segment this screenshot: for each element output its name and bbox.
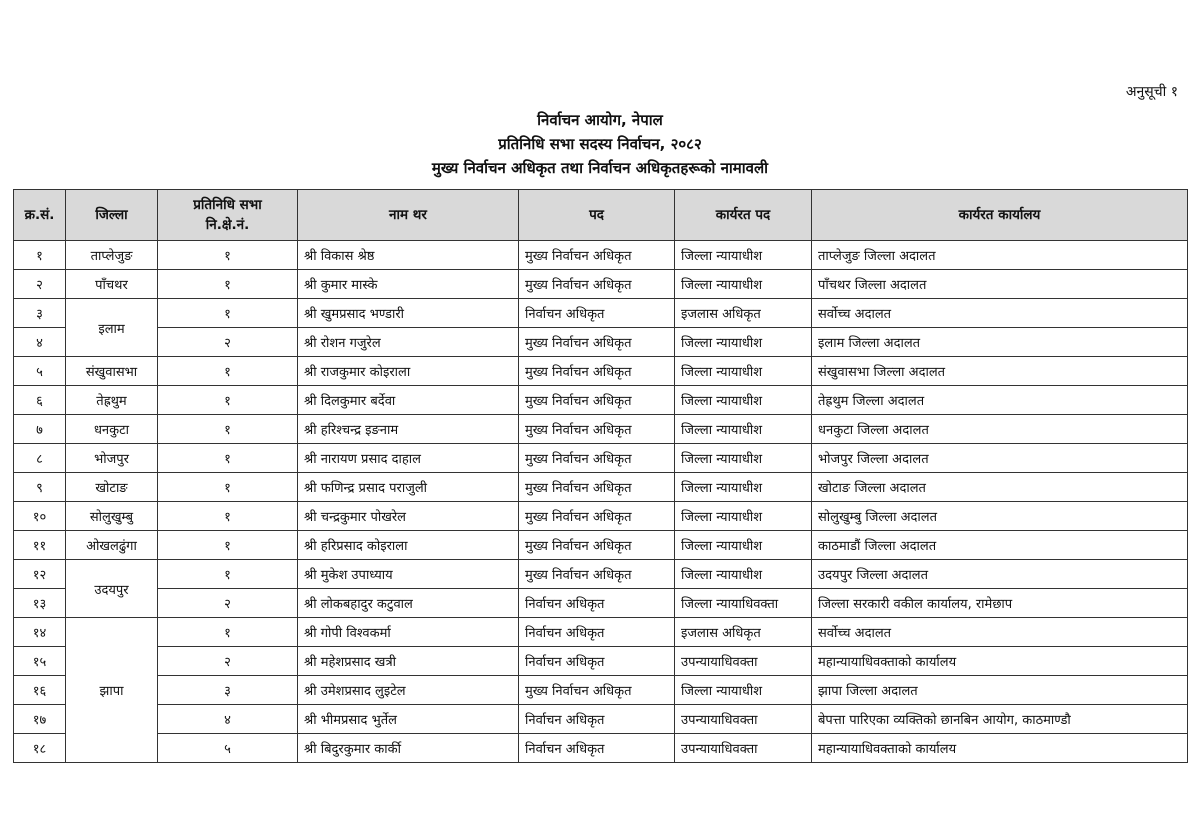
cell-name: श्री दिलकुमार बर्देवा — [298, 386, 519, 415]
table-row — [14, 502, 1188, 531]
table-row — [14, 357, 1188, 386]
cell-current-post: जिल्ला न्यायाधीश — [675, 473, 812, 502]
cell-district: सोलुखुम्बु — [66, 502, 158, 531]
header-current-office: कार्यरत कार्यालय — [812, 190, 1188, 241]
cell-current-office: उदयपुर जिल्ला अदालत — [812, 560, 1188, 589]
cell-current-post: जिल्ला न्यायाधीश — [675, 270, 812, 299]
cell-constituency: १ — [158, 502, 298, 531]
cell-current-post: उपन्यायाधिवक्ता — [675, 705, 812, 734]
cell-sn: १६ — [14, 676, 66, 705]
cell-sn: ९ — [14, 473, 66, 502]
title-list: मुख्य निर्वाचन अधिकृत तथा निर्वाचन अधिकृतहरूको नामावली — [431, 159, 769, 177]
table-row — [14, 705, 1188, 734]
cell-current-office: सोलुखुम्बु जिल्ला अदालत — [812, 502, 1188, 531]
table-row — [14, 734, 1188, 763]
cell-sn: ६ — [14, 386, 66, 415]
cell-district: धनकुटा — [66, 415, 158, 444]
cell-post: निर्वाचन अधिकृत — [519, 647, 675, 676]
cell-name: श्री राजकुमार कोइराला — [298, 357, 519, 386]
cell-district: इलाम — [66, 299, 158, 357]
table-row — [14, 560, 1188, 589]
cell-constituency: १ — [158, 473, 298, 502]
cell-current-office: पाँचथर जिल्ला अदालत — [812, 270, 1188, 299]
title-commission: निर्वाचन आयोग, नेपाल — [537, 111, 663, 129]
cell-name: श्री खुमप्रसाद भण्डारी — [298, 299, 519, 328]
cell-current-office: ताप्लेजुङ जिल्ला अदालत — [812, 241, 1188, 270]
cell-district: भोजपुर — [66, 444, 158, 473]
table-row — [14, 676, 1188, 705]
cell-current-office: झापा जिल्ला अदालत — [812, 676, 1188, 705]
cell-name: श्री विकास श्रेष्ठ — [298, 241, 519, 270]
cell-constituency: २ — [158, 589, 298, 618]
cell-constituency: २ — [158, 328, 298, 357]
cell-name: श्री हरिप्रसाद कोइराला — [298, 531, 519, 560]
cell-current-post: जिल्ला न्यायाधीश — [675, 444, 812, 473]
cell-post: मुख्य निर्वाचन अधिकृत — [519, 328, 675, 357]
cell-post: मुख्य निर्वाचन अधिकृत — [519, 241, 675, 270]
header-district: जिल्ला — [66, 190, 158, 241]
cell-constituency: १ — [158, 357, 298, 386]
cell-current-office: संखुवासभा जिल्ला अदालत — [812, 357, 1188, 386]
cell-current-office: तेह्रथुम जिल्ला अदालत — [812, 386, 1188, 415]
cell-name: श्री नारायण प्रसाद दाहाल — [298, 444, 519, 473]
cell-post: मुख्य निर्वाचन अधिकृत — [519, 270, 675, 299]
table-row — [14, 444, 1188, 473]
cell-post: निर्वाचन अधिकृत — [519, 618, 675, 647]
cell-sn: १५ — [14, 647, 66, 676]
header-post: पद — [519, 190, 675, 241]
cell-constituency: १ — [158, 241, 298, 270]
cell-sn: १७ — [14, 705, 66, 734]
cell-name: श्री महेशप्रसाद खत्री — [298, 647, 519, 676]
cell-name: श्री कुमार मास्के — [298, 270, 519, 299]
cell-name: श्री भीमप्रसाद भुर्तेल — [298, 705, 519, 734]
table-row — [14, 647, 1188, 676]
cell-district: खोटाङ — [66, 473, 158, 502]
cell-sn: ७ — [14, 415, 66, 444]
cell-name: श्री लोकबहादुर कटुवाल — [298, 589, 519, 618]
document-header — [0, 108, 1200, 180]
cell-name: श्री फणिन्द्र प्रसाद पराजुली — [298, 473, 519, 502]
cell-current-office: महान्यायाधिवक्ताको कार्यालय — [812, 734, 1188, 763]
cell-name: श्री रोशन गजुरेल — [298, 328, 519, 357]
cell-district: ताप्लेजुङ — [66, 241, 158, 270]
cell-post: निर्वाचन अधिकृत — [519, 299, 675, 328]
header-sn: क्र.सं. — [14, 190, 66, 241]
cell-constituency: २ — [158, 647, 298, 676]
cell-name: श्री चन्द्रकुमार पोखरेल — [298, 502, 519, 531]
cell-current-office: सर्वोच्च अदालत — [812, 618, 1188, 647]
cell-sn: ३ — [14, 299, 66, 328]
cell-post: मुख्य निर्वाचन अधिकृत — [519, 531, 675, 560]
cell-district: झापा — [66, 618, 158, 763]
cell-post: मुख्य निर्वाचन अधिकृत — [519, 502, 675, 531]
table-header-row — [14, 190, 1188, 241]
table-row — [14, 328, 1188, 357]
cell-constituency: ४ — [158, 705, 298, 734]
table-row — [14, 270, 1188, 299]
cell-constituency: १ — [158, 415, 298, 444]
cell-sn: ११ — [14, 531, 66, 560]
cell-current-post: इजलास अधिकृत — [675, 618, 812, 647]
cell-current-post: जिल्ला न्यायाधीश — [675, 676, 812, 705]
table-row — [14, 241, 1188, 270]
title-election: प्रतिनिधि सभा सदस्य निर्वाचन, २०८२ — [498, 135, 702, 153]
cell-name: श्री मुकेश उपाध्याय — [298, 560, 519, 589]
header-current-post: कार्यरत पद — [675, 190, 812, 241]
cell-post: मुख्य निर्वाचन अधिकृत — [519, 357, 675, 386]
cell-district: तेह्रथुम — [66, 386, 158, 415]
cell-constituency: १ — [158, 618, 298, 647]
cell-current-office: भोजपुर जिल्ला अदालत — [812, 444, 1188, 473]
cell-sn: ५ — [14, 357, 66, 386]
cell-sn: ८ — [14, 444, 66, 473]
table-row — [14, 415, 1188, 444]
cell-district: संखुवासभा — [66, 357, 158, 386]
table-body — [14, 241, 1188, 763]
cell-post: निर्वाचन अधिकृत — [519, 734, 675, 763]
cell-sn: १३ — [14, 589, 66, 618]
cell-post: मुख्य निर्वाचन अधिकृत — [519, 676, 675, 705]
cell-current-post: जिल्ला न्यायाधीश — [675, 386, 812, 415]
table-row — [14, 618, 1188, 647]
annex-label: अनुसूची १ — [1125, 84, 1178, 100]
cell-post: निर्वाचन अधिकृत — [519, 705, 675, 734]
cell-current-post: जिल्ला न्यायाधीश — [675, 357, 812, 386]
cell-constituency: १ — [158, 444, 298, 473]
header-constituency-line2: नि.क्षे.नं. — [205, 217, 250, 233]
cell-district: उदयपुर — [66, 560, 158, 618]
cell-sn: १० — [14, 502, 66, 531]
cell-current-post: इजलास अधिकृत — [675, 299, 812, 328]
cell-sn: २ — [14, 270, 66, 299]
cell-current-post: जिल्ला न्यायाधिवक्ता — [675, 589, 812, 618]
cell-district: पाँचथर — [66, 270, 158, 299]
cell-current-office: इलाम जिल्ला अदालत — [812, 328, 1188, 357]
cell-post: मुख्य निर्वाचन अधिकृत — [519, 415, 675, 444]
cell-current-office: महान्यायाधिवक्ताको कार्यालय — [812, 647, 1188, 676]
table-row — [14, 299, 1188, 328]
cell-current-office: खोटाङ जिल्ला अदालत — [812, 473, 1188, 502]
cell-post: मुख्य निर्वाचन अधिकृत — [519, 386, 675, 415]
cell-sn: १ — [14, 241, 66, 270]
header-constituency — [158, 190, 298, 241]
cell-post: मुख्य निर्वाचन अधिकृत — [519, 473, 675, 502]
cell-district: ओखलढुंगा — [66, 531, 158, 560]
cell-current-post: जिल्ला न्यायाधीश — [675, 502, 812, 531]
cell-sn: १२ — [14, 560, 66, 589]
cell-name: श्री गोपी विश्वकर्मा — [298, 618, 519, 647]
header-name: नाम थर — [298, 190, 519, 241]
cell-current-office: बेपत्ता पारिएका व्यक्तिको छानबिन आयोग, काठमाण्डौ — [812, 705, 1188, 734]
cell-sn: १४ — [14, 618, 66, 647]
cell-sn: १८ — [14, 734, 66, 763]
cell-current-post: जिल्ला न्यायाधीश — [675, 415, 812, 444]
cell-current-post: उपन्यायाधिवक्ता — [675, 647, 812, 676]
cell-current-post: जिल्ला न्यायाधीश — [675, 328, 812, 357]
cell-constituency: ५ — [158, 734, 298, 763]
cell-name: श्री उमेशप्रसाद लुइटेल — [298, 676, 519, 705]
cell-constituency: १ — [158, 270, 298, 299]
cell-current-post: जिल्ला न्यायाधीश — [675, 560, 812, 589]
table-row — [14, 531, 1188, 560]
cell-current-office: जिल्ला सरकारी वकील कार्यालय, रामेछाप — [812, 589, 1188, 618]
header-constituency-line1: प्रतिनिधि सभा — [193, 197, 262, 213]
cell-post: मुख्य निर्वाचन अधिकृत — [519, 444, 675, 473]
cell-sn: ४ — [14, 328, 66, 357]
cell-post: निर्वाचन अधिकृत — [519, 589, 675, 618]
table-row — [14, 473, 1188, 502]
table-row — [14, 589, 1188, 618]
cell-constituency: १ — [158, 386, 298, 415]
cell-current-post: जिल्ला न्यायाधीश — [675, 531, 812, 560]
cell-current-office: काठमाडौं जिल्ला अदालत — [812, 531, 1188, 560]
officers-table — [13, 189, 1188, 763]
cell-current-office: सर्वोच्च अदालत — [812, 299, 1188, 328]
cell-constituency: १ — [158, 299, 298, 328]
cell-current-post: जिल्ला न्यायाधीश — [675, 241, 812, 270]
cell-constituency: १ — [158, 560, 298, 589]
cell-name: श्री हरिश्चन्द्र इङनाम — [298, 415, 519, 444]
cell-constituency: १ — [158, 531, 298, 560]
cell-name: श्री बिदुरकुमार कार्की — [298, 734, 519, 763]
cell-current-post: उपन्यायाधिवक्ता — [675, 734, 812, 763]
table-row — [14, 386, 1188, 415]
cell-constituency: ३ — [158, 676, 298, 705]
cell-current-office: धनकुटा जिल्ला अदालत — [812, 415, 1188, 444]
cell-post: मुख्य निर्वाचन अधिकृत — [519, 560, 675, 589]
